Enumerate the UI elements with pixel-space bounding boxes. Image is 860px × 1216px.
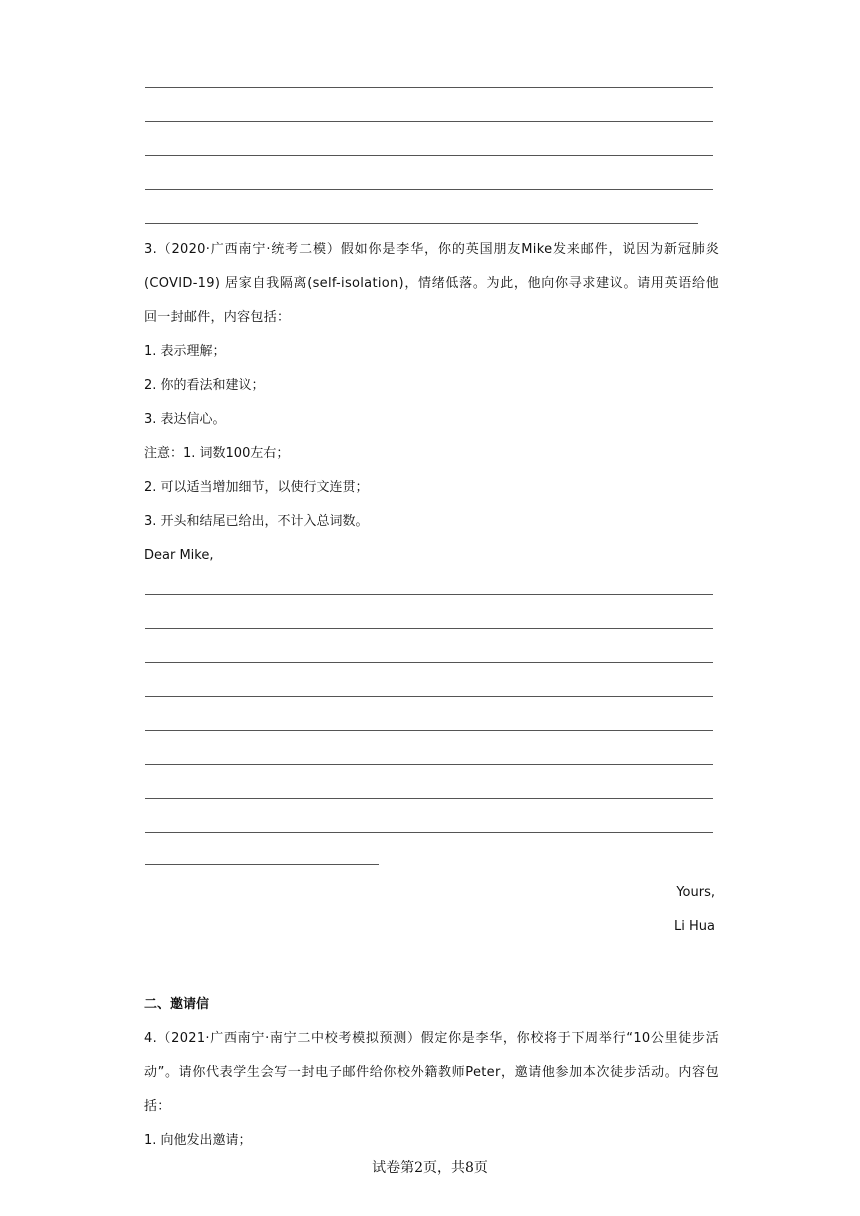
answer-line — [145, 696, 713, 697]
answer-line — [145, 864, 379, 865]
answer-line — [145, 764, 713, 765]
answer-line — [145, 223, 698, 224]
question-3-item: 3. 表达信心。 — [144, 412, 226, 427]
question-3-item: 2. 你的看法和建议； — [144, 378, 265, 393]
question-3-prompt: 3.（2020·广西南宁·统考二模）假如你是李华，你的英国朋友Mike发来邮件，说因为新冠肺炎(COVID-19) 居家自我隔离(self-isolation)，情绪低落。为此，他向你寻求建议。请用英语给他回一封邮件，内容包括： — [144, 242, 719, 325]
answer-line — [145, 121, 713, 122]
question-3-item: 1. 表示理解； — [144, 344, 226, 359]
question-4-prompt: 4.（2021·广西南宁·南宁二中校考模拟预测）假定你是李华，你校将于下周举行“10公里徒步活动”。请你代表学生会写一封电子邮件给你校外籍教师Peter，邀请他参加本次徒步活动。内容包括： — [144, 1031, 719, 1114]
section-heading: 二、邀请信 — [144, 997, 210, 1012]
letter-greeting: Dear Mike, — [144, 548, 214, 563]
question-3-note: 注意：1. 词数100左右； — [144, 446, 290, 461]
answer-line — [145, 87, 713, 88]
answer-line — [145, 189, 713, 190]
answer-line — [145, 594, 713, 595]
answer-line — [145, 798, 713, 799]
letter-closing: Yours, — [676, 885, 715, 900]
letter-signature: Li Hua — [674, 919, 715, 934]
answer-line — [145, 628, 713, 629]
page-number: 试卷第2页，共8页 — [372, 1160, 488, 1176]
answer-line — [145, 832, 713, 833]
question-3-note: 2. 可以适当增加细节，以使行文连贯； — [144, 480, 369, 495]
answer-line — [145, 662, 713, 663]
question-4-item: 1. 向他发出邀请； — [144, 1133, 252, 1148]
answer-line — [145, 155, 713, 156]
question-3-note: 3. 开头和结尾已给出，不计入总词数。 — [144, 514, 369, 529]
answer-line — [145, 730, 713, 731]
